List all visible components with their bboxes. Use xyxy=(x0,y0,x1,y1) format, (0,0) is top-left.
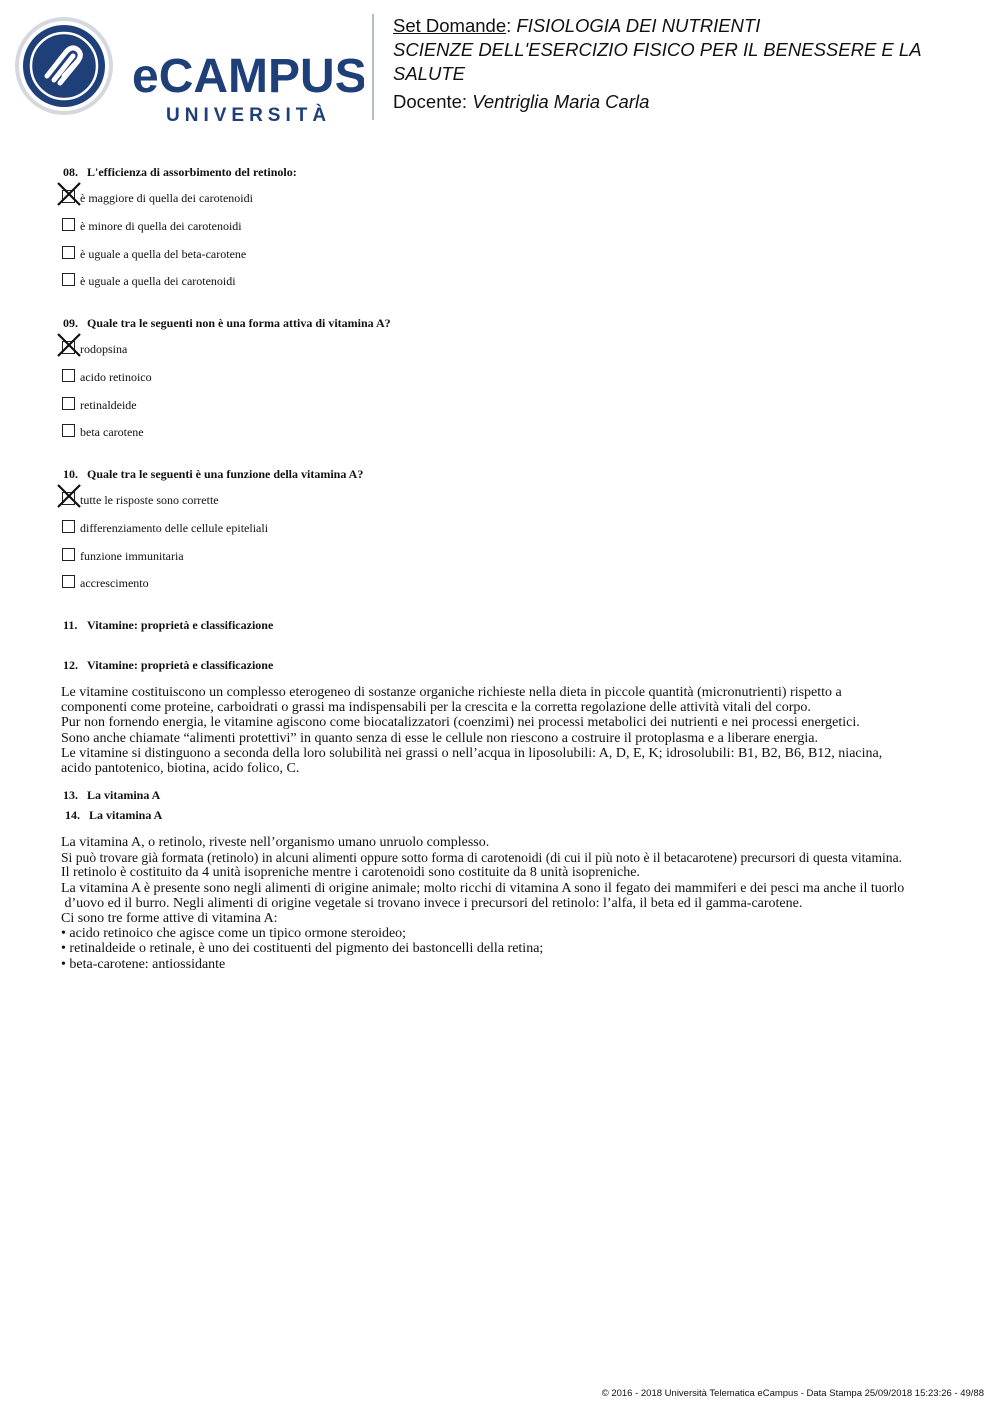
question-text: Quale tra le seguenti non è una forma attiva di vitamina A? xyxy=(87,316,391,330)
question-number: 14. xyxy=(65,808,80,822)
answer-line: Si può trovare già formata (retinolo) in alcuni alimenti oppure sotto forma di carotenoidi (di cui il più noto è il betacarotene) precursori di questa vitamina. xyxy=(61,850,903,866)
checkbox[interactable] xyxy=(62,424,75,437)
option-label: retinaldeide xyxy=(80,398,137,412)
question-text: L'efficienza di assorbimento del retinolo: xyxy=(87,165,297,179)
question-13 xyxy=(63,788,160,803)
answer-line: d’uovo ed il burro. Negli alimenti di origine vegetale si trovano invece i precursori del retinolo: l’alfa, il beta ed il gamma-carotene. xyxy=(61,895,803,911)
ecampus-logo-graphic xyxy=(14,14,364,124)
question-text: La vitamina A xyxy=(89,808,163,822)
checked-cross-icon xyxy=(56,332,82,358)
logo-subtext: UNIVERSITÀ xyxy=(166,105,332,124)
answer-line: La vitamina A, o retinolo, riveste nell’organismo umano unruolo complesso. xyxy=(61,835,490,850)
answer-12-text xyxy=(61,685,996,776)
answer-line: • beta-carotene: antiossidante xyxy=(61,956,226,972)
answer-line: Pur non fornendo energia, le vitamine agiscono come biocatalizzatori (coenzimi) nei processi metabolici dei nutrienti e nei processi energetici. xyxy=(61,715,860,731)
option-label: funzione immunitaria xyxy=(80,549,184,563)
course-line-2: SALUTE xyxy=(393,63,465,84)
answer-line: Sono anche chiamate “alimenti protettivi” in quanto senza di esse le cellule non riescono a costruire il protoplasma e a liberare energia. xyxy=(61,730,819,746)
docente-line xyxy=(393,90,993,114)
checked-cross-icon xyxy=(56,181,82,207)
logo-wordmark: eCAMPUS xyxy=(132,50,364,103)
course-line-1: SCIENZE DELL'ESERCIZIO FISICO PER IL BENESSERE E LA xyxy=(393,39,922,60)
set-label: Set Domande xyxy=(393,15,507,36)
set-separator: : xyxy=(506,15,517,36)
answer-14-text xyxy=(61,835,997,972)
question-number: 12. xyxy=(63,658,78,672)
question-text: La vitamina A xyxy=(87,788,161,802)
question-11 xyxy=(63,618,273,633)
answer-line: • retinaldeide o retinale, è uno dei costituenti del pigmento dei bastoncelli della retina; xyxy=(61,941,544,957)
question-10 xyxy=(63,467,363,482)
question-number: 13. xyxy=(63,788,78,802)
answer-line: Ci sono tre forme attive di vitamina A: xyxy=(61,911,278,927)
question-08 xyxy=(63,165,297,180)
option-label: è uguale a quella del beta-carotene xyxy=(80,247,247,261)
question-text: Vitamine: proprietà e classificazione xyxy=(87,618,274,632)
answer-line: Le vitamine costituiscono un complesso eterogeneo di sostanze organiche richieste nella dieta in piccole quantità (micronutrienti) rispetto a xyxy=(61,685,842,700)
option-label: acido retinoico xyxy=(80,370,152,384)
checked-cross-icon xyxy=(56,483,82,509)
option-label: è maggiore di quella dei carotenoidi xyxy=(80,191,253,205)
docente-name: Ventriglia Maria Carla xyxy=(472,91,650,112)
checkbox[interactable] xyxy=(62,369,75,382)
ecampus-logo xyxy=(14,14,364,124)
checkbox[interactable] xyxy=(62,218,75,231)
question-text: Quale tra le seguenti è una funzione della vitamina A? xyxy=(87,467,364,481)
option-label: è uguale a quella dei carotenoidi xyxy=(80,274,236,288)
answer-line: • acido retinoico che agisce come un tipico ormone steroideo; xyxy=(61,926,407,942)
option-label: accrescimento xyxy=(80,576,149,590)
option-label: differenziamento delle cellule epiteliali xyxy=(80,521,269,535)
question-text: Vitamine: proprietà e classificazione xyxy=(87,658,274,672)
question-14 xyxy=(65,808,162,823)
answer-line: acido pantotenico, biotina, acido folico, C. xyxy=(61,761,300,777)
question-number: 10. xyxy=(63,467,78,481)
question-number: 09. xyxy=(63,316,78,330)
question-12 xyxy=(63,658,273,673)
checkbox[interactable] xyxy=(62,548,75,561)
page-footer: © 2016 - 2018 Università Telematica eCampus - Data Stampa 25/09/2018 15:23:26 - 49/88 xyxy=(601,1388,984,1399)
checkbox[interactable] xyxy=(62,246,75,259)
question-09 xyxy=(63,316,391,331)
answer-line: Il retinolo è costituito da 4 unità isopreniche mentre i carotenoidi sono costituite da 8 unità isopreniche. xyxy=(61,865,640,881)
question-number: 11. xyxy=(63,618,78,632)
checkbox[interactable] xyxy=(62,575,75,588)
option-label: rodopsina xyxy=(80,342,128,356)
docente-label: Docente: xyxy=(393,91,473,112)
question-number: 08. xyxy=(63,165,78,179)
answer-line: La vitamina A è presente sono negli alimenti di origine animale; molto ricchi di vitamina A sono il fegato dei mammiferi e dei pesci ma anche il tuorlo xyxy=(61,880,905,896)
option-label: è minore di quella dei carotenoidi xyxy=(80,219,242,233)
set-title: FISIOLOGIA DEI NUTRIENTI xyxy=(516,15,761,36)
option-label: beta carotene xyxy=(80,425,144,439)
checkbox[interactable] xyxy=(62,397,75,410)
checkbox[interactable] xyxy=(62,520,75,533)
header-divider xyxy=(372,14,374,120)
set-line xyxy=(393,14,993,38)
answer-line: componenti come proteine, carboidrati o grassi ma indispensabili per la crescita e la corretta regolazione delle attività vitali del corpo. xyxy=(61,700,811,716)
option-label: tutte le risposte sono corrette xyxy=(80,493,219,507)
checkbox[interactable] xyxy=(62,273,75,286)
answer-line: Le vitamine si distinguono a seconda della loro solubilità nei grassi o nell’acqua in liposolubili: A, D, E, K; idrosolubili: B1, B2, B6, B12, niacina, xyxy=(61,745,883,761)
header-info xyxy=(393,14,993,114)
